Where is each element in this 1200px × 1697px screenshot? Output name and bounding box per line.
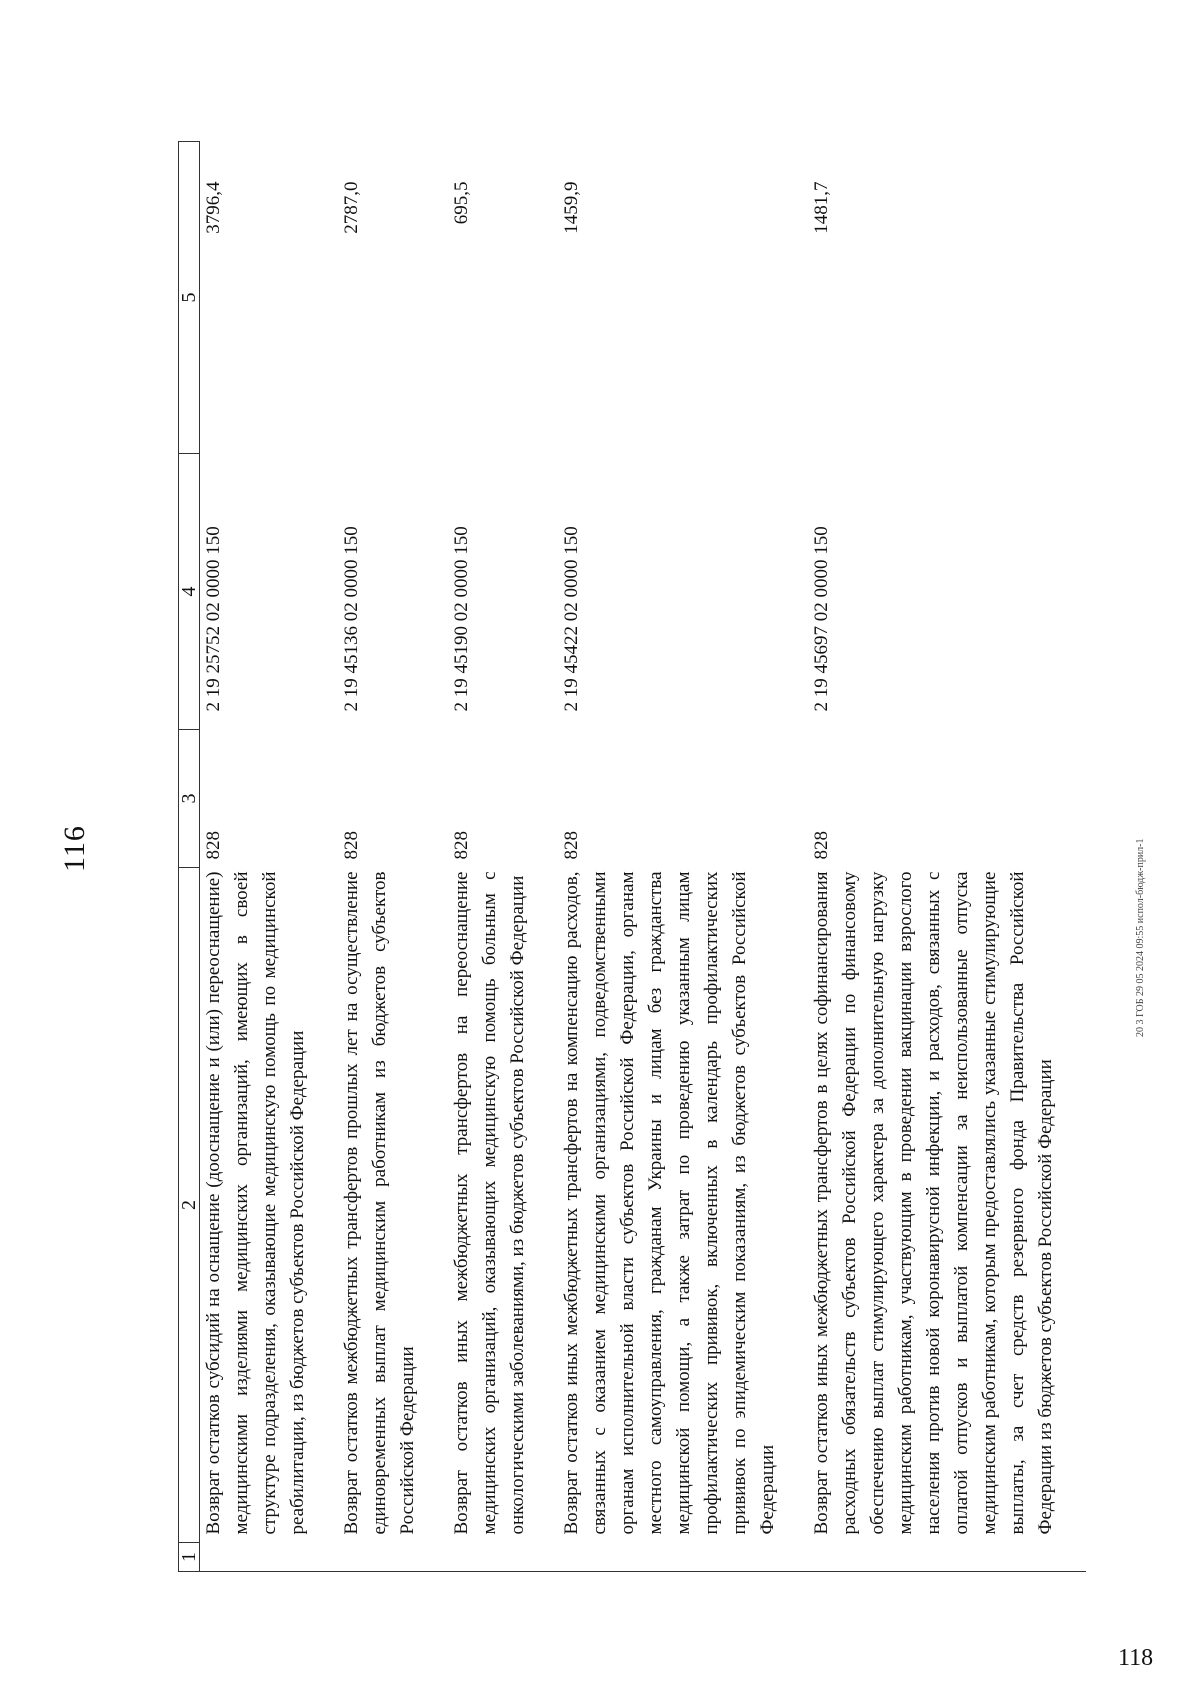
column-header: 4 bbox=[179, 454, 200, 730]
column-header: 5 bbox=[179, 142, 200, 454]
admin-code-cell: 828 bbox=[341, 831, 362, 860]
description-cell: Возврат остатков субсидий на оснащение (дооснащение и (или) переоснащение) медицинскими изделиями медицинских организаций, имеющих в своей структуре подразделения, оказывающие медицинскую помощь по медицинской реабилитации, из бюджетов субъектов Российской Федерации bbox=[203, 871, 308, 1535]
budget-code-cell: 2 19 45190 02 0000 150 bbox=[451, 526, 472, 712]
footer-stamp: 20 3 ГОБ 29 05 2024 09:55 испол-бюдж-прил-1 bbox=[1135, 838, 1146, 1037]
budget-code-cell: 2 19 25752 02 0000 150 bbox=[203, 526, 224, 712]
column-header: 1 bbox=[179, 1543, 200, 1572]
admin-code-cell: 828 bbox=[451, 831, 472, 860]
description-cell: Возврат остатков иных межбюджетных трансфертов на компенсацию расходов, связанных с оказанием медицинскими организациями, подведомственными органам исполнительной власти субъектов Российской Федерации, органам местного самоуправления, гражданам Украины и лицам без гражданства медицинской помощи, а также затрат по проведению указанным лицам профилактических прививок, включенных в календарь профилактических прививок по эпидемическим показаниям, из бюджетов субъектов Российской Федерации bbox=[561, 871, 778, 1535]
budget-code-cell: 2 19 45136 02 0000 150 bbox=[341, 526, 362, 712]
budget-code-cell: 2 19 45697 02 0000 150 bbox=[811, 526, 832, 712]
amount-cell: 1481,7 bbox=[811, 181, 832, 234]
table-row bbox=[558, 142, 808, 1572]
table-row bbox=[200, 142, 339, 1572]
row-number-cell bbox=[808, 1543, 1086, 1572]
budget-table bbox=[178, 141, 1086, 1572]
table-row bbox=[338, 142, 448, 1572]
table-header-row bbox=[179, 142, 200, 1572]
budget-code-cell: 2 19 45422 02 0000 150 bbox=[561, 526, 582, 712]
amount-cell: 2787,0 bbox=[341, 181, 362, 234]
row-number-cell bbox=[448, 1543, 558, 1572]
admin-code-cell: 828 bbox=[203, 831, 224, 860]
table-row bbox=[448, 142, 558, 1572]
amount-cell: 1459,9 bbox=[561, 181, 582, 234]
description-cell: Возврат остатков иных межбюджетных трансфертов на переоснащение медицинских организаций, оказывающих медицинскую помощь больным с онкологическими заболеваниями, из бюджетов субъектов Российской Федерации bbox=[451, 871, 528, 1535]
amount-cell: 695,5 bbox=[451, 181, 472, 225]
admin-code-cell: 828 bbox=[561, 831, 582, 860]
row-number-cell bbox=[200, 1543, 339, 1572]
table-row bbox=[808, 142, 1086, 1572]
amount-cell: 3796,4 bbox=[203, 181, 224, 234]
column-header: 2 bbox=[179, 868, 200, 1543]
sheet-number: 118 bbox=[1118, 1645, 1154, 1671]
description-cell: Возврат остатков межбюджетных трансфертов прошлых лет на осуществление единовременных выплат медицинским работникам из бюджетов субъектов Российской Федерации bbox=[341, 871, 418, 1535]
row-number-cell bbox=[338, 1543, 448, 1572]
page-number: 116 bbox=[58, 825, 91, 872]
column-header: 3 bbox=[179, 730, 200, 868]
row-number-cell bbox=[558, 1543, 808, 1572]
description-cell: Возврат остатков иных межбюджетных трансфертов в целях софинансирования расходных обязательств субъектов Российской Федерации по финансовому обеспечению выплат стимулирующего характера за дополнительную нагрузку медицинским работникам, участвующим в проведении вакцинации взрослого населения против новой коронавирусной инфекции, и расходов, связанных с оплатой отпусков и выплатой компенсации за неиспользованные отпуска медицинским работникам, которым предоставлялись указанные стимулирующие выплаты, за счет средств резервного фонда Правительства Российской Федерации из бюджетов субъектов Российской Федерации bbox=[811, 871, 1056, 1535]
admin-code-cell: 828 bbox=[811, 831, 832, 860]
